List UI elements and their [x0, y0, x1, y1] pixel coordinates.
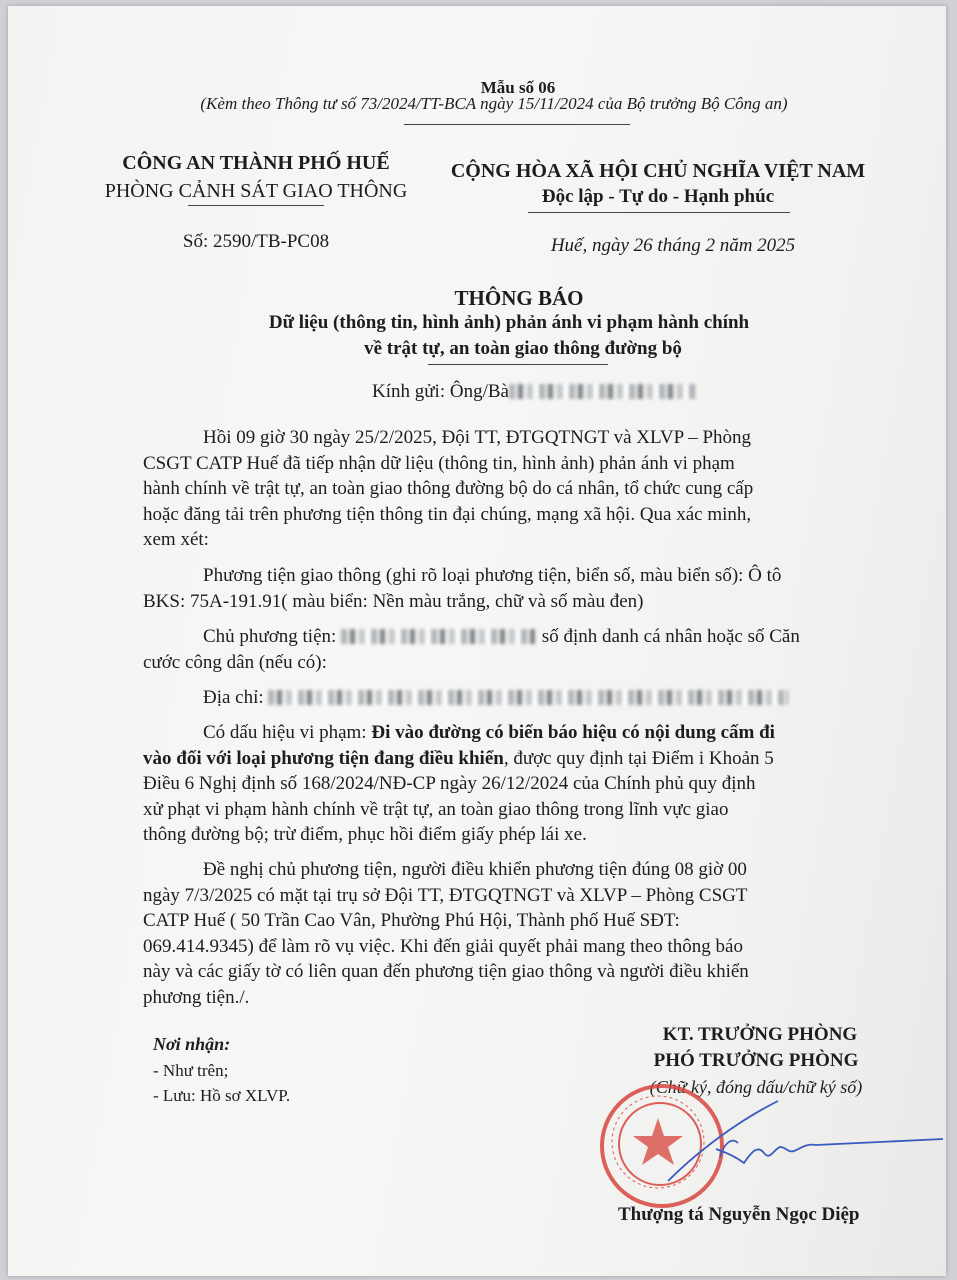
- owner-label: Chủ phương tiện:: [203, 626, 337, 647]
- form-number: Mẫu số 06: [480, 78, 556, 97]
- paragraph-line: CSGT CATP Huế đã tiếp nhận dữ liệu (thông tin, hình ảnh) phản ánh vi phạm: [143, 452, 735, 474]
- paragraph-line: CATP Huế ( 50 Trần Cao Vân, Phường Phú Hội, Thành phố Huế SĐT:: [143, 910, 680, 932]
- signature-title-2: PHÓ TRƯỞNG PHÒNG: [653, 1050, 859, 1071]
- place-date: Huế, ngày 26 tháng 2 năm 2025: [550, 235, 796, 256]
- violation-description-cont: vào đối với loại phương tiện đang điều khiển: [143, 747, 504, 769]
- paragraph-line: xem xét:: [143, 529, 209, 551]
- paragraph-line: thông đường bộ; trừ điểm, phục hồi điểm giấy phép lái xe.: [143, 824, 587, 846]
- paragraph-line: Phương tiện giao thông (ghi rõ loại phương tiện, biển số, màu biển số): Ô tô: [203, 565, 782, 586]
- owner-id-label-2: cước công dân (nếu có):: [143, 651, 327, 673]
- owner-paragraph: [143, 624, 897, 675]
- address-line: [203, 685, 897, 711]
- paragraph-line: phương tiện./.: [143, 986, 250, 1008]
- signer-name: Thượng tá Nguyễn Ngọc Diệp: [618, 1204, 860, 1225]
- paragraph-line: BKS: 75A-191.91( màu biển: Nền màu trắng, chữ và số màu đen): [143, 590, 644, 612]
- redacted-recipient: [509, 384, 697, 399]
- divider: [404, 124, 630, 125]
- paragraph-line: [143, 650, 897, 676]
- redacted-address: [268, 690, 788, 705]
- national-motto: Độc lập - Tự do - Hạnh phúc: [541, 186, 775, 207]
- violation-label: Có dấu hiệu vi phạm:: [203, 722, 372, 743]
- paragraph-line: Điều 6 Nghị định số 168/2024/NĐ-CP ngày 26/12/2024 của Chính phủ quy định: [143, 773, 756, 795]
- recipient-item: - Như trên;: [153, 1061, 229, 1080]
- paragraph-line: Hồi 09 giờ 30 ngày 25/2/2025, Đội TT, ĐTGQTNGT và XLVP – Phòng: [203, 427, 752, 448]
- form-reference: (Kèm theo Thông tư số 73/2024/TT-BCA ngày 15/11/2024 của Bộ trưởng Bộ Công an): [200, 94, 788, 113]
- recipients-label: Nơi nhận:: [153, 1034, 231, 1054]
- paragraph-line: hành chính về trật tự, an toàn giao thông đường bộ do cá nhân, tổ chức cung cấp: [143, 478, 754, 500]
- paragraph-line: 069.414.9345) để làm rõ vụ việc. Khi đến giải quyết phải mang theo thông báo: [143, 935, 743, 957]
- request-paragraph: [143, 857, 897, 1011]
- divider: [428, 364, 608, 365]
- paragraph-line: [143, 720, 897, 746]
- paragraph-line: này và các giấy tờ có liên quan đến phương tiện giao thông và người điều khiển: [143, 961, 749, 983]
- paragraph-line: Đề nghị chủ phương tiện, người điều khiển phương tiện đúng 08 giờ 00: [203, 859, 747, 880]
- divider: [528, 212, 790, 213]
- paragraph-line: xử phạt vi phạm hành chính về trật tự, an toàn giao thông trong lĩnh vực giao: [143, 798, 729, 820]
- violation-description: Đi vào đường có biển báo hiệu có nội dung cấm đi: [371, 722, 775, 743]
- greeting: [372, 381, 697, 403]
- signature-note: (Chữ ký, đóng dấu/chữ ký số): [649, 1077, 863, 1097]
- address-label: Địa chỉ:: [203, 687, 264, 708]
- violation-legal-ref: , được quy định tại Điểm i Khoản 5: [503, 747, 774, 769]
- intro-paragraph: [143, 425, 897, 553]
- agency-department: PHÒNG CẢNH SÁT GIAO THÔNG: [104, 180, 408, 202]
- nation-title: CỘNG HÒA XÃ HỘI CHỦ NGHĨA VIỆT NAM: [450, 160, 866, 182]
- violation-paragraph: [143, 720, 897, 848]
- vehicle-paragraph: [143, 563, 897, 614]
- document-page: [8, 6, 946, 1276]
- owner-id-label: số định danh cá nhân hoặc số Căn: [541, 626, 800, 647]
- greeting-label: Kính gửi: Ông/Bà: [372, 381, 509, 402]
- document-number: Số: 2590/TB-PC08: [182, 231, 330, 252]
- document-title: THÔNG BÁO: [454, 286, 584, 310]
- paragraph-line: hoặc đăng tải trên phương tiện thông tin đại chúng, mạng xã hội. Qua xác minh,: [143, 503, 752, 525]
- agency-name: CÔNG AN THÀNH PHỐ HUẾ: [122, 152, 390, 174]
- paragraph-line: [143, 746, 897, 772]
- document-subtitle-1: Dữ liệu (thông tin, hình ảnh) phản ánh vi phạm hành chính: [268, 312, 750, 333]
- recipient-item: - Lưu: Hồ sơ XLVP.: [153, 1086, 291, 1105]
- redacted-owner: [341, 629, 537, 644]
- divider: [188, 205, 324, 206]
- signature-title-1: KT. TRƯỞNG PHÒNG: [662, 1024, 858, 1045]
- paragraph-line: ngày 7/3/2025 có mặt tại trụ sở Đội TT, ĐTGQTNGT và XLVP – Phòng CSGT: [143, 884, 748, 906]
- document-subtitle-2: về trật tự, an toàn giao thông đường bộ: [364, 338, 682, 359]
- paragraph-line: [143, 624, 897, 650]
- handwritten-signature: [628, 1091, 948, 1201]
